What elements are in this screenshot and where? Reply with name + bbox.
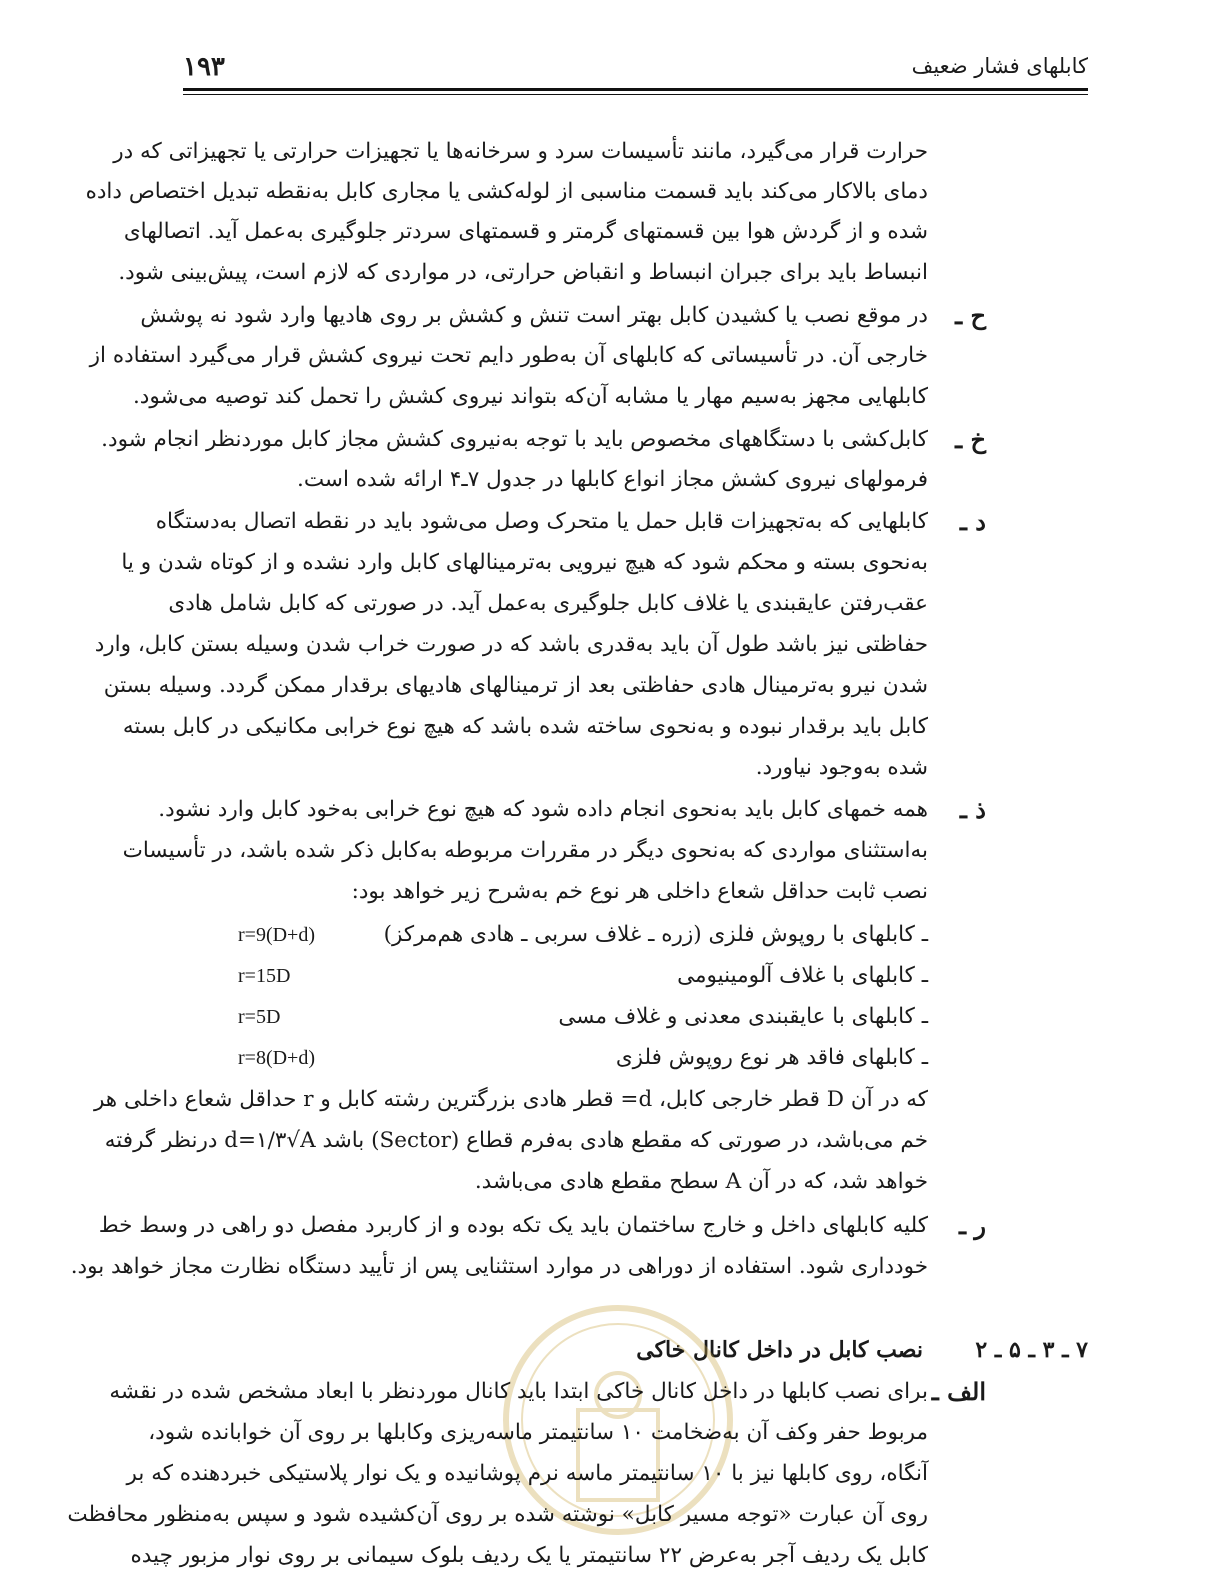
paragraph-line: کابلهایی مجهز به‌سیم مهار یا مشابه آن‌که بتواند نیروی کشش را تحمل کند توصیه می‌شود. bbox=[132, 384, 928, 409]
paragraph-line: خودداری شود. استفاده از دوراهی در موارد استثنایی پس از تأیید دستگاه نظارت مجاز خواهد بود. bbox=[70, 1254, 928, 1279]
running-title: کابلهای فشار ضعیف bbox=[911, 54, 1088, 78]
bend-radius-formula: r=8(D+d) bbox=[238, 1047, 315, 1069]
paragraph-line: که در آن D قطر خارجی کابل، d= قطر هادی بزرگترین رشته کابل و r حداقل شعاع داخلی هر bbox=[93, 1087, 928, 1112]
paragraph-line: شده و از گردش هوا بین قسمتهای گرمتر و قسمتهای سردتر جلوگیری به‌عمل آید. اتصالهای bbox=[123, 219, 928, 244]
paragraph-line: خم می‌باشد، در صورتی که مقطع هادی به‌فرم قطاع (Sector) باشد d=۱/۳√A درنظر گرفته bbox=[104, 1128, 928, 1153]
paragraph-line: کابل‌کشی با دستگاههای مخصوص باید با توجه به‌نیروی کشش مجاز کابل موردنظر انجام شود. bbox=[101, 427, 928, 452]
paragraph-line: دمای بالاکار می‌کند باید قسمت مناسبی از لوله‌کشی یا مجاری کابل به‌نقطه تبدیل اختصاص داده bbox=[85, 179, 928, 204]
paragraph-line: روی آن عبارت «توجه مسیر کابل» نوشته شده بر روی آن‌کشیده شود و سپس به‌منظور محافظت bbox=[67, 1502, 928, 1527]
paragraph-line: عقب‌رفتن عایقبندی یا غلاف کابل جلوگیری به‌عمل آید. در صورتی که کابل شامل هادی bbox=[168, 591, 928, 616]
paragraph-line: نصب ثابت حداقل شعاع داخلی هر نوع خم به‌شرح زیر خواهد بود: bbox=[351, 879, 928, 904]
paragraph-line: برای نصب کابلها در داخل کانال خاکی ابتدا باید کانال موردنظر با ابعاد مشخص شده در نقشه bbox=[109, 1379, 928, 1404]
paragraph-line: کابل یک ردیف آجر به‌عرض ۲۲ سانتیمتر یا یک ردیف بلوک سیمانی بر روی نوار مزبور چیده bbox=[130, 1543, 928, 1568]
paragraph-line: کابلهایی که به‌تجهیزات قابل حمل یا متحرک وصل می‌شود باید در نقطه اتصال به‌دستگاه bbox=[155, 509, 928, 534]
paragraph-line: شده به‌وجود نیاورد. bbox=[755, 755, 928, 780]
page-number: ۱۹۳ bbox=[183, 52, 225, 82]
bend-radius-formula: r=15D bbox=[238, 965, 291, 987]
section-title: نصب کابل در داخل کانال خاکی bbox=[636, 1337, 923, 1363]
paragraph-line: کابل باید برقدار نبوده و به‌نحوی ساخته شده باشد که هیچ نوع خرابی مکانیکی در کابل بسته bbox=[122, 714, 928, 739]
bend-radius-formula: r=9(D+d) bbox=[238, 924, 315, 946]
paragraph-line: حفاظتی نیز باشد طول آن باید به‌قدری باشد که در صورت خراب شدن وسیله بستن کابل، وارد bbox=[94, 632, 928, 657]
section-number: ۷ ـ ۳ ـ ۵ ـ ۲ bbox=[975, 1337, 1088, 1363]
paragraph-line: خواهد شد، که در آن A سطح مقطع هادی می‌باشد. bbox=[474, 1169, 928, 1194]
item-marker: ذ ـ bbox=[959, 795, 986, 824]
paragraph-line: کلیه کابلهای داخل و خارج ساختمان باید یک تکه بوده و از کاربرد مفصل دو راهی در وسط خط bbox=[98, 1213, 928, 1238]
paragraph-line: آنگاه، روی کابلها نیز با ۱۰ سانتیمتر ماسه نرم پوشانیده و یک نوار پلاستیکی خبردهنده که بر bbox=[126, 1461, 928, 1486]
paragraph-line: همه خمهای کابل باید به‌نحوی انجام داده شود که هیچ نوع خرابی به‌خود کابل وارد نشود. bbox=[158, 797, 928, 822]
item-marker: د ـ bbox=[959, 507, 986, 536]
item-marker: ح ـ bbox=[955, 301, 986, 330]
item-marker: الف ـ bbox=[931, 1377, 986, 1406]
bend-type-label: ـ کابلهای با روپوش فلزی (زره ـ غلاف سربی ـ هادی هم‌مرکز) bbox=[383, 922, 928, 947]
paragraph-line: خارجی آن. در تأسیساتی که کابلهای آن به‌طور دایم تحت نیروی کشش قرار می‌گیرد استفاده از bbox=[89, 343, 928, 368]
bend-type-label: ـ کابلهای فاقد هر نوع روپوش فلزی bbox=[615, 1045, 928, 1070]
paragraph-line: حرارت قرار می‌گیرد، مانند تأسیسات سرد و سرخانه‌ها یا تجهیزات حرارتی یا تجهیزاتی که در bbox=[113, 139, 928, 164]
paragraph-line: شدن نیرو به‌ترمینال هادی حفاظتی بعد از ترمینالهای هادیهای برقدار ممکن گردد. وسیله بستن bbox=[103, 673, 928, 698]
paragraph-line: به‌نحوی بسته و محکم شود که هیچ نیرویی به‌ترمینالهای کابل وارد نشده و از کوتاه شدن و یا bbox=[121, 550, 928, 575]
bend-radius-formula: r=5D bbox=[238, 1006, 281, 1028]
item-marker: خ ـ bbox=[955, 425, 986, 454]
paragraph-line: انبساط باید برای جبران انبساط و انقباض حرارتی، در مواردی که لازم است، پیش‌بینی شود. bbox=[118, 260, 928, 285]
paragraph-line: در موقع نصب یا کشیدن کابل بهتر است تنش و کشش بر روی هادیها وارد شود نه پوشش bbox=[140, 303, 928, 328]
bend-type-label: ـ کابلهای با عایقبندی معدنی و غلاف مسی bbox=[558, 1004, 928, 1029]
paragraph-line: مربوط حفر وکف آن به‌ضخامت ۱۰ سانتیمتر ماسه‌ریزی وکابلها بر روی آن خوابانده شود، bbox=[148, 1420, 928, 1445]
item-marker: ر ـ bbox=[959, 1211, 986, 1240]
bend-type-label: ـ کابلهای با غلاف آلومینیومی bbox=[677, 963, 928, 988]
paragraph-line: فرمولهای نیروی کشش مجاز انواع کابلها در جدول ۷ـ۴ ارائه شده است. bbox=[296, 467, 928, 492]
paragraph-line: به‌استثنای مواردی که به‌نحوی دیگر در مقررات مربوطه به‌کابل ذکر شده باشد، در تأسیسات bbox=[122, 838, 928, 863]
